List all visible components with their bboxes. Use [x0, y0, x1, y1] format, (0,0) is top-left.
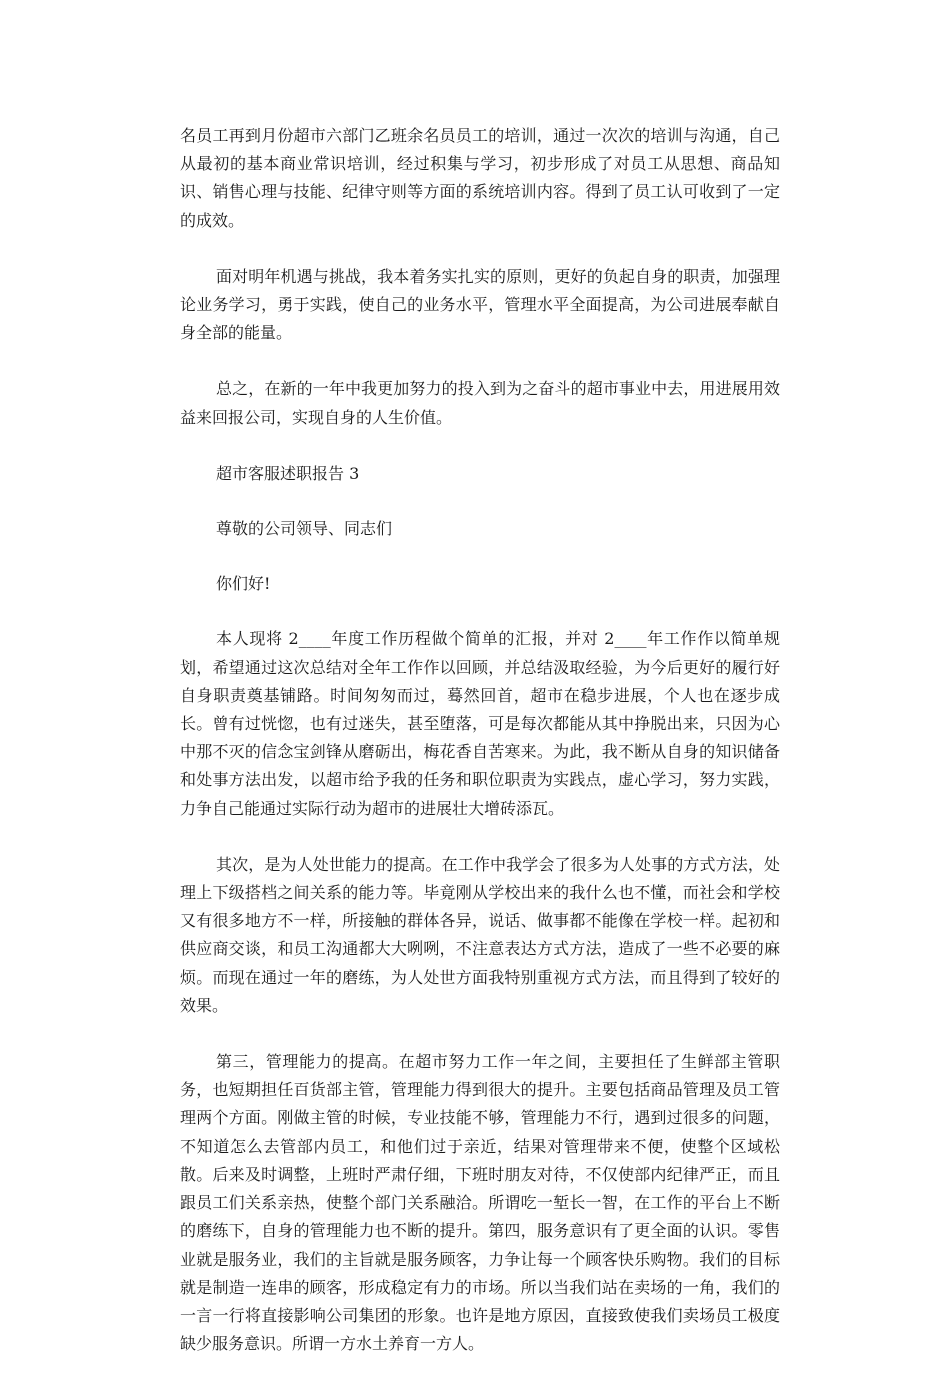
document-body	[180, 122, 780, 1386]
salutation: 尊敬的公司领导、同志们	[216, 519, 393, 539]
paragraph-conclusion: 总之，在新的一年中我更加努力的投入到为之奋斗的超市事业中去，用进展用效益来回报公司，实现自身的人生价值。	[180, 379, 780, 427]
paragraph-introduction: 本人现将 2____年度工作历程做个简单的汇报，并对 2____年工作作以简单规划，希望通过这次总结对全年工作作以回顾，并总结汲取经验，为今后更好的履行好自身职责奠基铺路。时间匆匆而过，蓦然回首，超市在稳步进展，个人也在逐步成长。曾有过恍惚，也有过迷失，甚至堕落，可是每次都能从其中挣脱出来，只因为心中那不灭的信念宝剑锋从磨砺出，梅花香自苦寒来。为此，我不断从自身的知识储备和处事方法出发，以超市给予我的任务和职位职责为实践点，虚心学习，努力实践，力争自己能通过实际行动为超市的进展壮大增砖添瓦。	[180, 629, 780, 818]
paragraph-interpersonal-skills: 其次，是为人处世能力的提高。在工作中我学会了很多为人处事的方式方法，处理上下级搭档之间关系的能力等。毕竟刚从学校出来的我什么也不懂，而社会和学校又有很多地方不一样，所接触的群体各异，说话、做事都不能像在学校一样。起初和供应商交谈，和员工沟通都大大咧咧，不注意表达方式方法，造成了一些不必要的麻烦。而现在通过一年的磨练，为人处世方面我特别重视方式方法，而且得到了较好的效果。	[180, 854, 780, 1015]
paragraph-training-summary: 名员工再到月份超市六部门乙班余名员员工的培训，通过一次次的培训与沟通，自己从最初的基本商业常识培训，经过积集与学习，初步形成了对员工从思想、商品知识、销售心理与技能、纪律守则等方面的系统培训内容。得到了员工认可收到了一定的成效。	[180, 126, 780, 230]
paragraph-future-plan: 面对明年机遇与挑战，我本着务实扎实的原则，更好的负起自身的职责，加强理论业务学习，勇于实践，使自己的业务水平，管理水平全面提高，为公司进展奉献自身全部的能量。	[180, 266, 780, 343]
paragraph-management-skills: 第三，管理能力的提高。在超市努力工作一年之间，主要担任了生鲜部主管职务，也短期担任百货部主管，管理能力得到很大的提升。主要包括商品管理及员工管理两个方面。刚做主管的时候，专业技能不够，管理能力不行，遇到过很多的问题，不知道怎么去管部内员工，和他们过于亲近，结果对管理带来不便，使整个区域松散。后来及时调整，上班时严肃仔细，下班时朋友对待，不仅使部内纪律严正，而且跟员工们关系亲热，使整个部门关系融洽。所谓吃一堑长一智，在工作的平台上不断的磨练下，自身的管理能力也不断的提升。第四，服务意识有了更全面的认识。零售业就是服务业，我们的主旨就是服务顾客，力争让每一个顾客快乐购物。我们的目标就是制造一连串的顾客，形成稳定有力的市场。所以当我们站在卖场的一角，我们的一言一行将直接影响公司集团的形象。也许是地方原因，直接致使我们卖场员工极度缺少服务意识。所谓一方水土养育一方人。	[180, 1052, 780, 1354]
greeting: 你们好!	[216, 574, 271, 594]
report-heading: 超市客服述职报告 3	[216, 463, 360, 483]
